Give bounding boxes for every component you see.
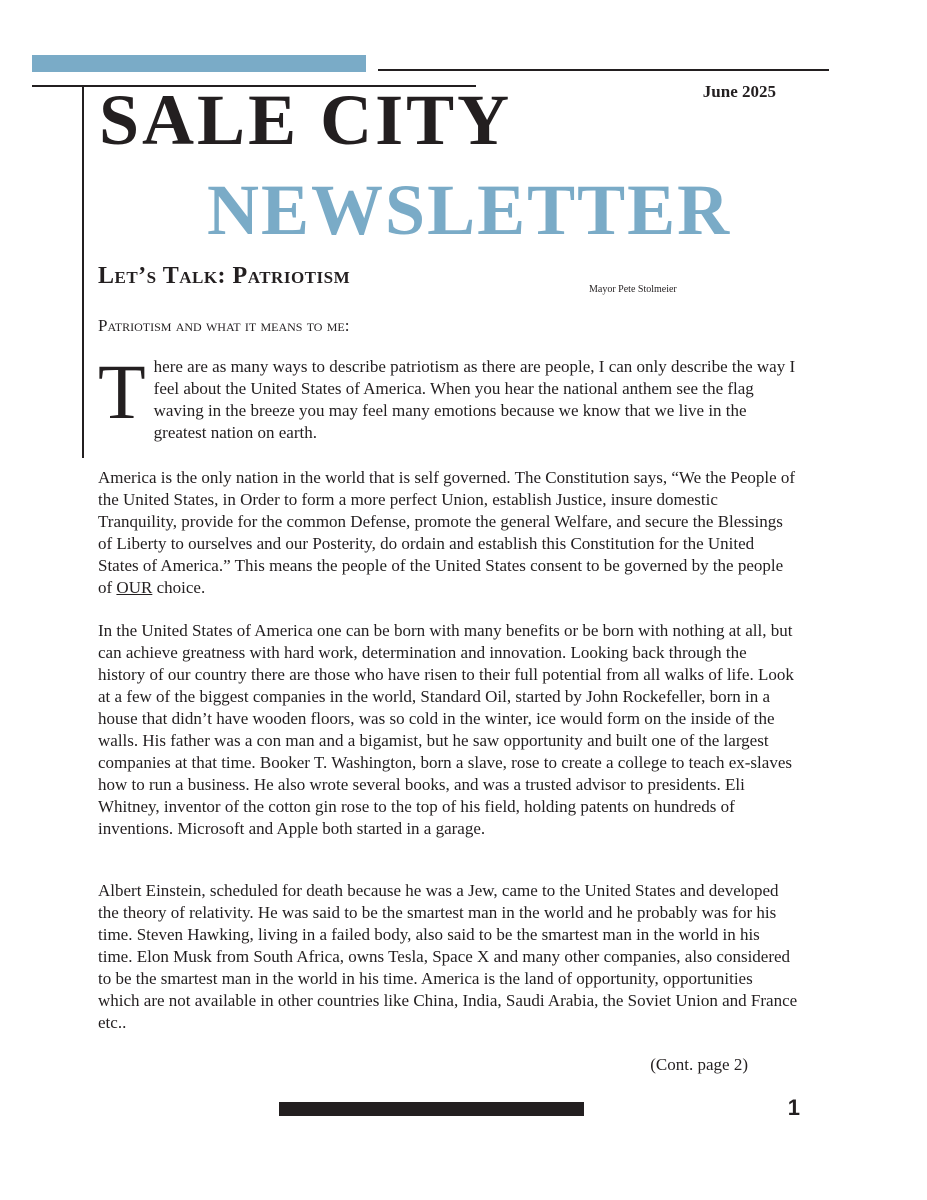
paragraph-3: In the United States of America one can be born with many benefits or be born with nothing at all, but can achieve greatness with hard work, determination and innovation. Looking back through the history of our country there are those who have risen to their full potential from all walks of life. Look at a few of the biggest companies in the world, Standard Oil, started by John Rockefeller, born in a house that didn’t have wooden floors, was so cold in the winter, ice would form on the inside of the walls. His father was a con man and a bigamist, but he saw opportunity and built one of the largest companies at that time. Booker T. Washington, born a slave, rose to create a college to teach ex-slaves how to run a business. He also wrote several books, and was a trusted advisor to presidents. Eli Whitney, inventor of the cotton gin rose to the top of his field, holding patents on hundreds of inventions. Microsoft and Apple both started in a garage. (98, 621, 794, 838)
masthead-accent-bar (32, 55, 366, 72)
article-subhead: Patriotism and what it means to me: (98, 316, 350, 335)
paragraph-1-text: here are as many ways to describe patriotism as there are people, I can only describe the way I feel about the United States of America. When you hear the national anthem see the flag waving in the breeze you may feel many emotions because we know that we live in the greatest nation on earth. (153, 357, 796, 442)
paragraph-2-text: America is the only nation in the world that is self governed. The Constitution says, “We the People of the United States, in Order to form a more perfect Union, establish Justice, insure domestic Tranquility, provide for the common Defense, promote the general Welfare, and secure the Blessings of Liberty to ourselves and our Posterity, do ordain and establish this Constitution for the United States of America.” This means the people of the United States consent to be governed by the people of (98, 468, 796, 597)
article-headline: Let’s Talk: Patriotism (98, 263, 351, 289)
paragraph-2 (98, 467, 798, 599)
issue-date: June 2025 (702, 82, 776, 101)
top-rule-right (378, 69, 829, 71)
footer-bar (279, 1102, 584, 1116)
paragraph-4: Albert Einstein, scheduled for death because he was a Jew, came to the United States and developed the theory of relativity. He was said to be the smartest man in the world and he probably was for his time. Steven Hawking, living in a failed body, also said to be the smartest man in the world in his time. Elon Musk from South Africa, owns Tesla, Space X and many other companies, also considered to be the smartest man in the world in his time. America is the land of opportunity, opportunities which are not available in other countries like China, India, Saudi Arabia, the Soviet Union and France etc.. (98, 881, 798, 1032)
article-byline: Mayor Pete Stolmeier (589, 284, 677, 295)
continued-note: (Cont. page 2) (650, 1055, 748, 1074)
drop-cap: T (98, 348, 146, 435)
masthead-subtitle: NEWSLETTER (207, 170, 732, 250)
vertical-rule (82, 85, 84, 458)
paragraph-2-end: choice. (152, 578, 206, 597)
masthead-title: SALE CITY (99, 80, 513, 160)
paragraph-2-emphasis: OUR (116, 578, 153, 597)
paragraph-1 (98, 348, 798, 444)
page-number: 1 (787, 1095, 800, 1120)
